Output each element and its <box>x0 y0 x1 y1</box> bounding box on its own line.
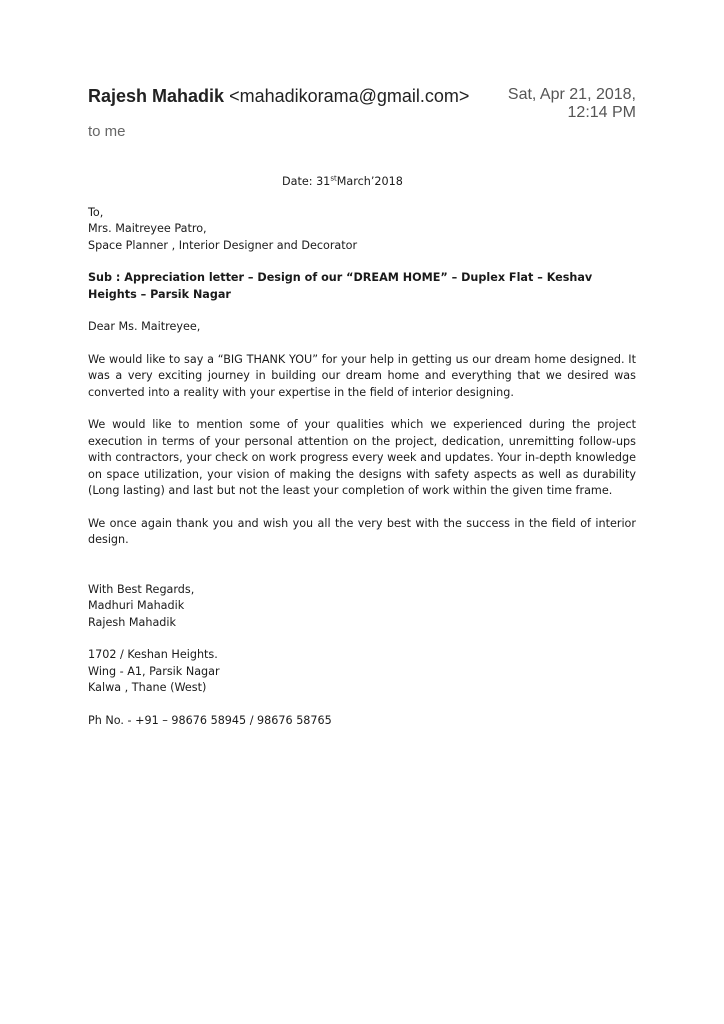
sender-email[interactable]: <mahadikorama@gmail.com> <box>229 86 470 106</box>
datetime-line-1: Sat, Apr 21, 2018, <box>507 86 636 103</box>
letter-date-suffix: March’2018 <box>336 175 403 188</box>
sender-address-line: Wing - A1, Parsik Nagar <box>88 664 220 678</box>
closing-line: Rajesh Mahadik <box>88 615 176 629</box>
address-line: Mrs. Maitreyee Patro, <box>88 222 207 235</box>
paragraph: We would like to mention some of your qualities which we experienced during the project execution in terms of your personal attention on the project, dedication, unremitting follow-ups with contractors, your check on work progress every week and updates. Your in-depth knowledge on space utilization, your vision of making the designs with safety aspects as well as durability (Long lasting) and last but not the least your completion of work within the given time frame. <box>88 418 636 497</box>
letter-date <box>88 174 636 191</box>
spacer <box>88 565 636 582</box>
address-line: To, <box>88 205 104 219</box>
sender-address-line: 1702 / Keshan Heights. <box>88 648 218 661</box>
letter-subject: Sub : Appreciation letter – Design of our “DREAM HOME” – Duplex Flat – Keshav Heights – Parsik Nagar <box>88 271 593 301</box>
letter-date-sup: st <box>330 174 337 183</box>
recipient-label[interactable]: to me <box>88 123 126 140</box>
salutation: Dear Ms. Maitreyee, <box>88 320 201 333</box>
phone-number: Ph No. - +91 – 98676 58945 / 98676 58765 <box>88 713 332 727</box>
sender-name[interactable]: Rajesh Mahadik <box>88 86 225 106</box>
address-line: Space Planner , Interior Designer and Decorator <box>88 238 358 252</box>
letter-date-prefix: Date: 31 <box>282 175 331 188</box>
email-datetime <box>466 86 636 122</box>
datetime-line-2: 12:14 PM <box>567 104 636 121</box>
sender <box>88 86 469 107</box>
closing-line: With Best Regards, <box>88 582 195 596</box>
paragraph: We would like to say a “BIG THANK YOU” for your help in getting us our dream home designed. It was a very exciting journey in building our dream home and everything that we desired was converted into a reality with your expertise in the field of interior designing. <box>88 352 636 399</box>
closing <box>88 582 636 632</box>
closing-line: Madhuri Mahadik <box>88 599 185 612</box>
recipient-address <box>88 205 636 255</box>
paragraph: We once again thank you and wish you all the very best with the success in the field of interior design. <box>88 516 636 546</box>
letter-body <box>88 174 636 745</box>
email-header <box>0 0 724 150</box>
sender-address <box>88 647 636 697</box>
sender-address-line: Kalwa , Thane (West) <box>88 681 207 694</box>
